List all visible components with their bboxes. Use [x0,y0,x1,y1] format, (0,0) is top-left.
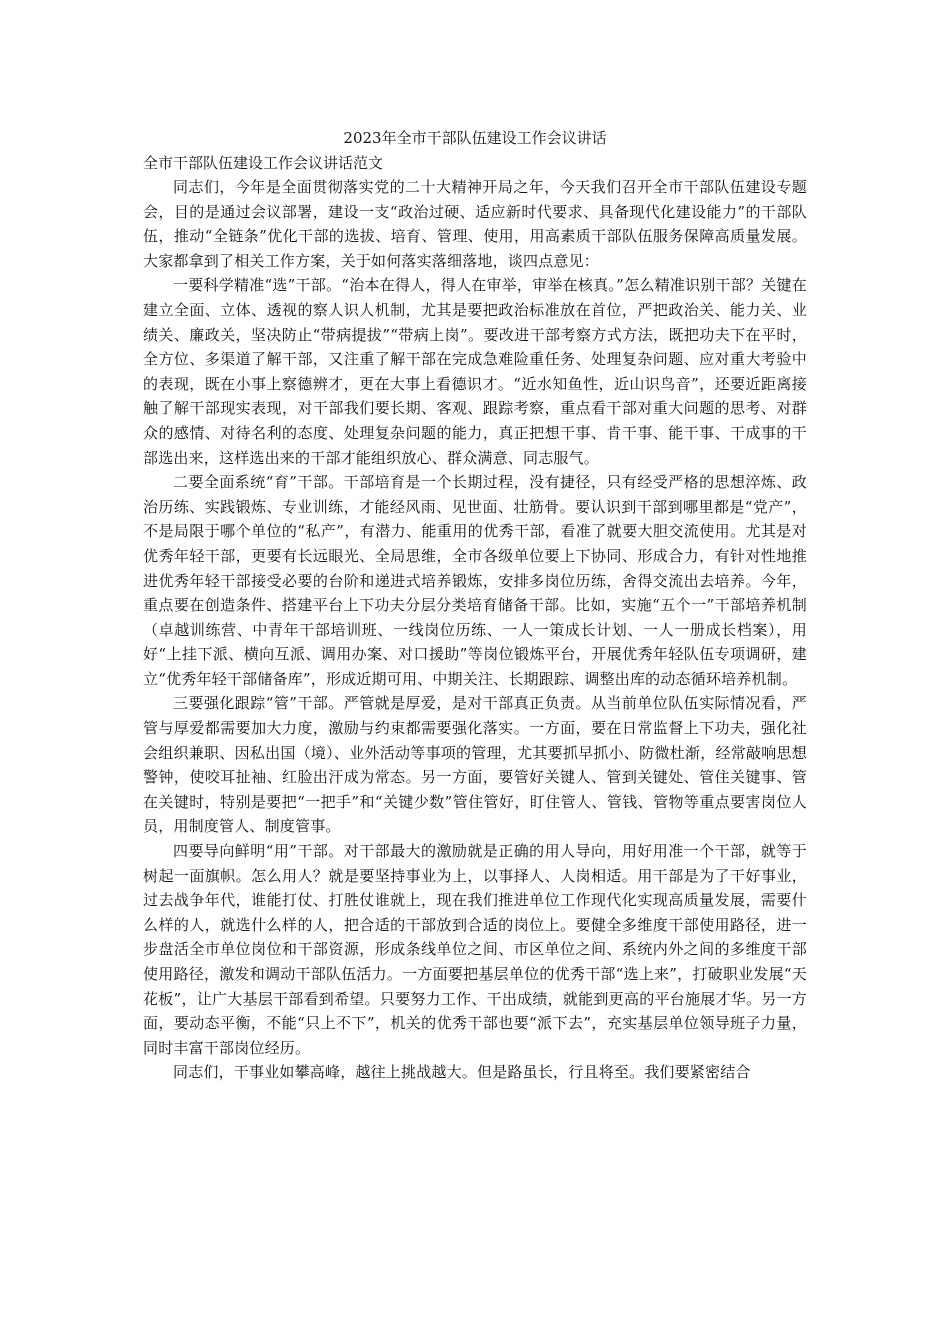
document-title: 2023年全市干部队伍建设工作会议讲话 [343,129,607,147]
paragraph-closing: 同志们，干事业如攀高峰，越往上挑战越大。但是路虽长，行且将至。我们要紧密结合 [173,1063,751,1082]
paragraph-manage-cadres: 三要强化跟踪“管”干部。严管就是厚爱，是对干部真正负责。从当前单位队伍实际情况看，严管与厚爱都需要加大力度，激励与约束都需要强化落实。一方面，要在日常监督上下功夫，强化社会组织兼职、因私出国（境）、业外活动等事项的管理，尤其要抓早抓小、防微杜渐，经常敲响思想警钟，使咬耳扯袖、红脸出汗成为常态。另一方面，要管好关键人、管到关键处、管住关键事、管在关键时，特别是要把“一把手”和“关键少数”管住管好，盯住管人、管钱、管物等重点要害岗位人员，用制度管人、制度管事。 [143,694,807,836]
paragraph-select-cadres: 一要科学精准“选”干部。“治本在得人，得人在审举，审举在核真。”怎么精准识别干部？关键在建立全面、立体、透视的察人识人机制，尤其是要把政治标准放在首位，严把政治关、能力关、业绩关、廉政关，坚决防止“带病提拔”“带病上岗”。要改进干部考察方式方法，既把功夫下在平时，全方位、多渠道了解干部，又注重了解干部在完成急难险重任务、处理复杂问题、应对重大考验中的表现，既在小事上察德辨才，更在大事上看德识才。“近水知鱼性，近山识鸟音”，还要近距离接触了解干部现实表现，对干部我们要长期、客观、跟踪考察，重点看干部对重大问题的思考、对群众的感情、对待名利的态度、处理复杂问题的能力，真正把想干事、肯干事、能干事、干成事的干部选出来，这样选出来的干部才能组织放心、群众满意、同志服气。 [143,276,807,467]
document-page [143,125,807,1085]
document-subtitle: 全市干部队伍建设工作会议讲话范文 [143,154,384,172]
paragraph-train-cadres: 二要全面系统“育”干部。干部培育是一个长期过程，没有捷径，只有经受严格的思想淬炼、政治历练、实践锻炼、专业训练，才能经风雨、见世面、壮筋骨。要认识到干部到哪里都是“党产”，不是局限于哪个单位的“私产”，有潜力、能重用的优秀干部，看准了就要大胆交流使用。尤其是对优秀年轻干部，更要有长远眼光、全局思维，全市各级单位要上下协同、形成合力，有针对性地推进优秀年轻干部接受必要的台阶和递进式培养锻炼，安排多岗位历练，舍得交流出去培养。今年，重点要在创造条件、搭建平台上下功夫分层分类培育储备干部。比如，实施“五个一”干部培养机制（卓越训练营、中青年干部培训班、一线岗位历练、一人一策成长计划、一人一册成长档案），用好“上挂下派、横向互派、调用办案、对口援助”等岗位锻炼平台，开展优秀年轻队伍专项调研，建立“优秀年轻干部储备库”，形成近期可用、中期关注、长期跟踪、调整出库的动态循环培养机制。 [143,473,807,688]
paragraph-use-cadres: 四要导向鲜明“用”干部。对干部最大的激励就是正确的用人导向，用好用准一个干部，就等于树起一面旗帜。怎么用人？就是要坚持事业为上，以事择人、人岗相适。用干部是为了干好事业，过去战争年代，谁能打仗、打胜仗谁就上，现在我们推进单位工作现代化实现高质量发展，需要什么样的人，就选什么样的人，把合适的干部放到合适的岗位上。要健全多维度干部使用路径，进一步盘活全市单位岗位和干部资源，形成条线单位之间、市区单位之间、系统内外之间的多维度干部使用路径，激发和调动干部队伍活力。一方面要把基层单位的优秀干部“选上来”，打破职业发展“天花板”，让广大基层干部看到希望。只要努力工作、干出成绩，就能到更高的平台施展才华。另一方面，要动态平衡，不能“只上不下”，机关的优秀干部也要“派下去”，充实基层单位领导班子力量，同时丰富干部岗位经历。 [143,842,807,1057]
paragraph-intro: 同志们，今年是全面贯彻落实党的二十大精神开局之年，今天我们召开全市干部队伍建设专题会，目的是通过会议部署，建设一支“政治过硬、适应新时代要求、具备现代化建设能力”的干部队伍，推动“全链条”优化干部的选拔、培育、管理、使用，用高素质干部队伍服务保障高质量发展。大家都拿到了相关工作方案，关于如何落实落细落地，谈四点意见： [143,178,807,270]
